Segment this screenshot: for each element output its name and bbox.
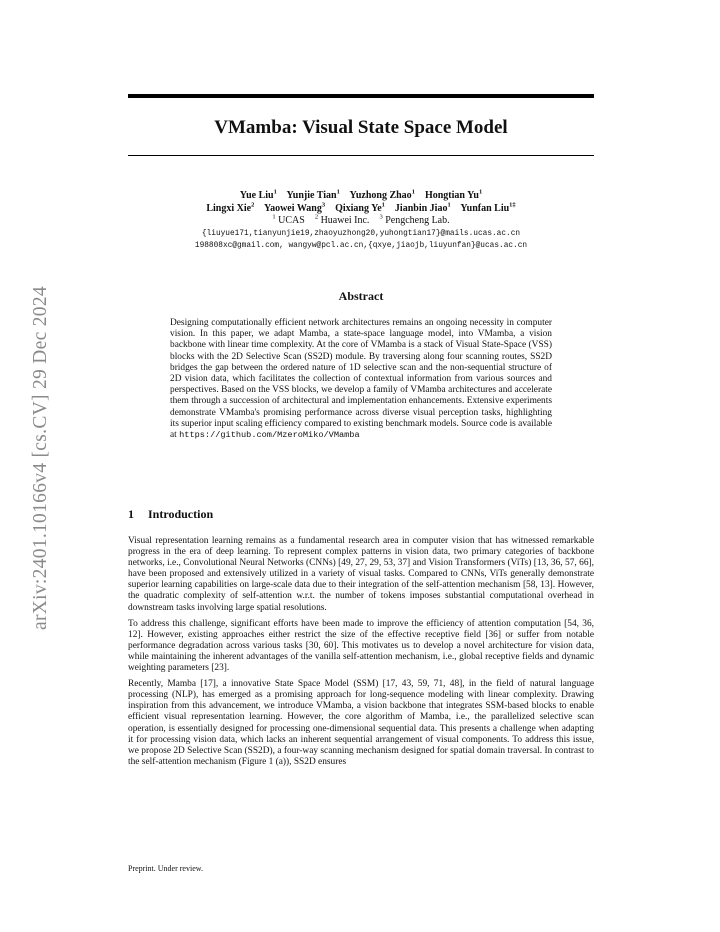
footnote: Preprint. Under review. xyxy=(128,864,204,873)
author-row-2 xyxy=(128,203,594,216)
paragraph: Recently, Mamba [17], a innovative State Space Model (SSM) [17, 43, 59, 71, 48], in the field of natural language processing (NLP), has emerged as a promising approach for long-sequence modeling with linear complexity. Drawing inspiration from this advancement, we introduce VMamba, a vision backbone that integrates SSM-based blocks to enable efficient visual representation learning. However, the core algorithm of Mamba, i.e., the parallelized selective scan operation, is essentially designed for processing one-dimensional sequential data. This presents a challenge when adapting it for processing vision data, which lacks an inherent sequential arrangement of visual components. To address this issue, we propose 2D Selective Scan (SS2D), a four-way scanning mechanism designed for spatial domain traversal. In contrast to the self-attention mechanism (Figure 1 (a)), SS2D ensures xyxy=(128,679,594,767)
paragraph: To address this challenge, significant efforts have been made to improve the efficiency of attention computation [54, 36, 12]. However, existing approaches either restrict the size of the effective receptive field [36] or suffer from notable performance degradation across various tasks [30, 60]. This motivates us to develop a novel architecture for vision data, while maintaining the inherent advantages of the vanilla self-attention mechanism, i.e., global receptive fields and dynamic weighting parameters [23]. xyxy=(128,618,594,674)
author-sup: 1 xyxy=(336,188,340,196)
author-name: Lingxi Xie xyxy=(206,202,252,214)
title-top-rule xyxy=(128,94,594,98)
author-sup: 1 xyxy=(478,188,483,196)
affiliation-sup: 3 xyxy=(379,213,383,221)
section-title: Introduction xyxy=(148,507,214,521)
author-name: Yunjie Tian xyxy=(286,190,337,201)
affiliation-name: Huawei Inc. xyxy=(320,215,370,226)
section-body xyxy=(128,536,594,773)
author-name: Qixiang Ye xyxy=(335,202,382,214)
email-line-1: {liuyue171,tianyunjie19,zhaoyuzhong20,yuhongtian17}@mails.ucas.ac.cn xyxy=(201,229,521,238)
code-link[interactable]: https://github.com/MzeroMiko/VMamba xyxy=(179,430,360,441)
author-sup: 1 xyxy=(273,188,277,196)
author-name: Yuzhong Zhao xyxy=(349,190,412,201)
email-line-2: 198808xc@gmail.com, wangyw@pcl.ac.cn,{qxye,jiaojb,liuyunfan}@ucas.ac.cn xyxy=(194,242,528,250)
affiliation-sup: 1 xyxy=(272,213,276,221)
arxiv-stamp: arXiv:2401.10166v4 [cs.CV] 29 Dec 2024 xyxy=(30,286,51,630)
abstract-heading: Abstract xyxy=(338,289,384,303)
paragraph: Visual representation learning remains as a fundamental research area in computer vision that has witnessed remarkable progress in the era of deep learning. To represent complex patterns in vision data, two primary categories of backbone networks, i.e., Convolutional Neural Networks (CNNs) [49, 27, 29, 53, 37] and Vision Transformers (ViTs) [13, 36, 57, 66], have been proposed and extensively utilized in a variety of visual tasks. Compared to CNNs, ViTs generally demonstrate superior learning capabilities on large-scale data due to their integration of the self-attention mechanism [58, 13]. However, the quadratic complexity of self-attention w.r.t. the number of tokens imposes substantial computational overhead in downstream tasks involving large spatial resolutions. xyxy=(128,536,594,613)
author-sup: 1‡ xyxy=(509,201,516,209)
author-name: Jianbin Jiao xyxy=(394,202,448,214)
author-name: Hongtian Yu xyxy=(424,190,479,201)
author-sup: 1 xyxy=(447,201,451,209)
section-heading xyxy=(128,507,213,522)
author-name: Yaowei Wang xyxy=(263,202,322,214)
author-sup: 3 xyxy=(321,201,326,209)
author-block xyxy=(128,190,594,253)
abstract-text: Designing computationally efficient network architectures remains an ongoing necessity in computer vision. In this paper, we adapt Mamba, a state-space language model, into VMamba, a vision backbone with linear time complexity. At the core of VMamba is a stack of Visual State-Space (VSS) blocks with the 2D Selective Scan (SS2D) module. By traversing along four scanning routes, SS2D bridges the gap between the ordered nature of 1D selective scan and the non-sequential structure of 2D vision data, which facilitates the collection of contextual information from various sources and perspectives. Based on the VSS blocks, we develop a family of VMamba architectures and accelerate them through a succession of architectural and implementation enhancements. Extensive experiments demonstrate VMamba's promising performance across diverse visual perception tasks, highlighting its superior input scaling efficiency compared to existing benchmark models. Source code is available at xyxy=(170,318,553,441)
author-sup: 1 xyxy=(381,201,385,209)
paper-title: VMamba: Visual State Space Model xyxy=(214,117,508,138)
author-sup: 1 xyxy=(411,188,415,196)
affiliation-name: Pengcheng Lab. xyxy=(385,215,450,226)
affiliation-name: UCAS xyxy=(278,215,305,226)
title-bottom-rule xyxy=(128,155,594,156)
affiliation-sup: 2 xyxy=(314,213,319,221)
author-name: Yue Liu xyxy=(239,190,274,201)
author-sup: 2 xyxy=(251,201,255,209)
author-row-1 xyxy=(128,190,594,203)
abstract-body xyxy=(170,318,552,441)
section-number: 1 xyxy=(128,507,134,521)
author-name: Yunfan Liu xyxy=(460,202,510,214)
affiliations xyxy=(128,215,594,228)
